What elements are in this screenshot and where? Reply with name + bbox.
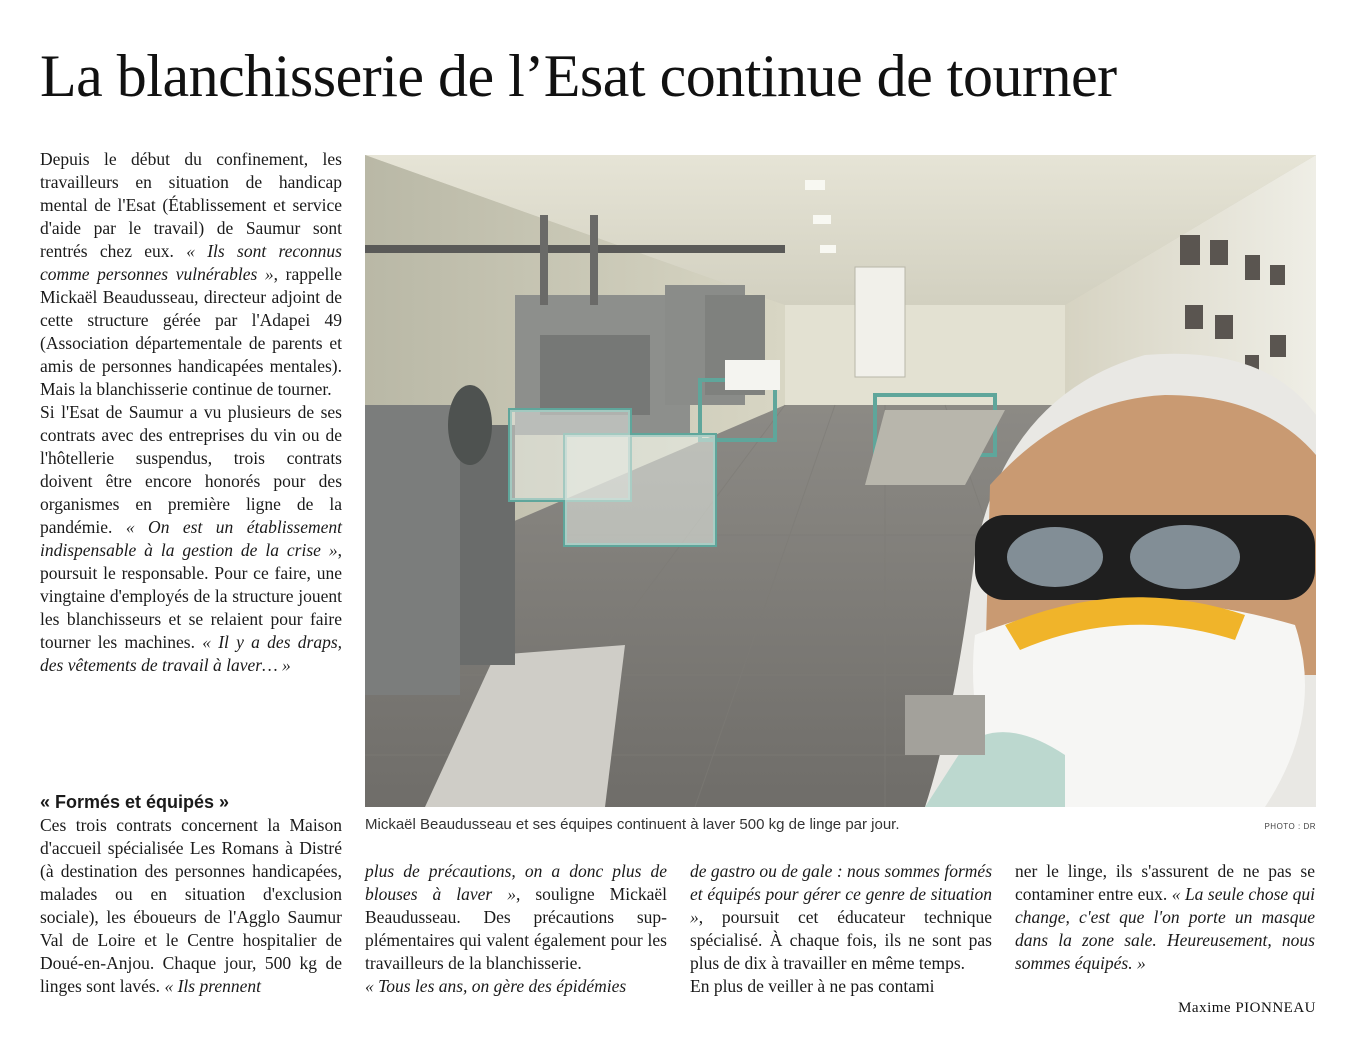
article-column-3: de gastro ou de gale : nous sommes formés et équipés pour gérer ce genre de situation », poursuit cet éducateur technique spécialisé. À chaque fois, ils ne sont pas plus de dix à travailler en même temps. En plus de veiller à ne pas contami: [690, 861, 992, 996]
laundry-photo: [365, 155, 1316, 807]
subhead: « Formés et équipés »: [40, 792, 230, 812]
article-column-1: [40, 148, 342, 677]
article-column-4: ner le linge, ils s'assurent de ne pas se contaminer entre eux. « La seule chose qui change, c'est que l'on porte un masque dans la zone sale. Heureusement, nous sommes équipés. »: [1015, 861, 1315, 973]
headline: La blanchisserie de l’Esat continue de tourner: [40, 43, 1117, 109]
photo-credit: PHOTO : DR: [1264, 822, 1316, 831]
article-column-2: plus de précautions, on a donc plus de blouses à laver », souligne Mickaël Beaudusseau. Des précautions supplémentaires qui valent également pour les travailleurs de la blanchisserie. « Tous les ans, on gère des épidémies: [365, 861, 667, 996]
paragraph-1: Depuis le début du confinement, les travailleurs en situation de handicap mental de l'Esat (Établissement et service d'aide par le travail) de Saumur sont rentrés chez eux. « Ils sont reconnus comme personnes vulnérables », rappelle Mickaël Beaudusseau, directeur adjoint de cette structure gérée par l'Adapei 49 (Association départementale de parents et amis de personnes handicapées mentales). Mais la blanchisserie continue de tourner.: [40, 149, 342, 399]
article-column-1-lower: [40, 790, 342, 998]
paragraph-3: Ces trois contrats concernent la Maison d'accueil spécialisée Les Romans à Distré (à destination des personnes handicapées, malades ou en situation d'exclusion sociale), les éboueurs de l'Agglo Saumur Val de Loire et le Centre hospitalier de Doué-en-Anjou. Chaque jour, 500 kg de linges sont lavés. « Ils prennent: [40, 815, 342, 996]
paragraph-2: Si l'Esat de Saumur a vu plusieurs de ses contrats avec des entreprises du vin ou de l'hôtellerie suspendus, trois contrats doivent être encore honorés pour des organismes en première ligne de la pandémie. « On est un établissement indispensable à la gestion de la crise », poursuit le responsable. Pour ce faire, une vingtaine d'employés de la structure jouent les blanchisseurs et se relaient pour faire tourner les machines. « Il y a des draps, des vêtements de travail à laver… »: [40, 402, 343, 675]
author-byline: Maxime PIONNEAU: [1178, 1000, 1316, 1016]
photo-caption: Mickaël Beaudusseau et ses équipes continuent à laver 500 kg de linge par jour. PHOTO : DR: [365, 814, 1316, 836]
